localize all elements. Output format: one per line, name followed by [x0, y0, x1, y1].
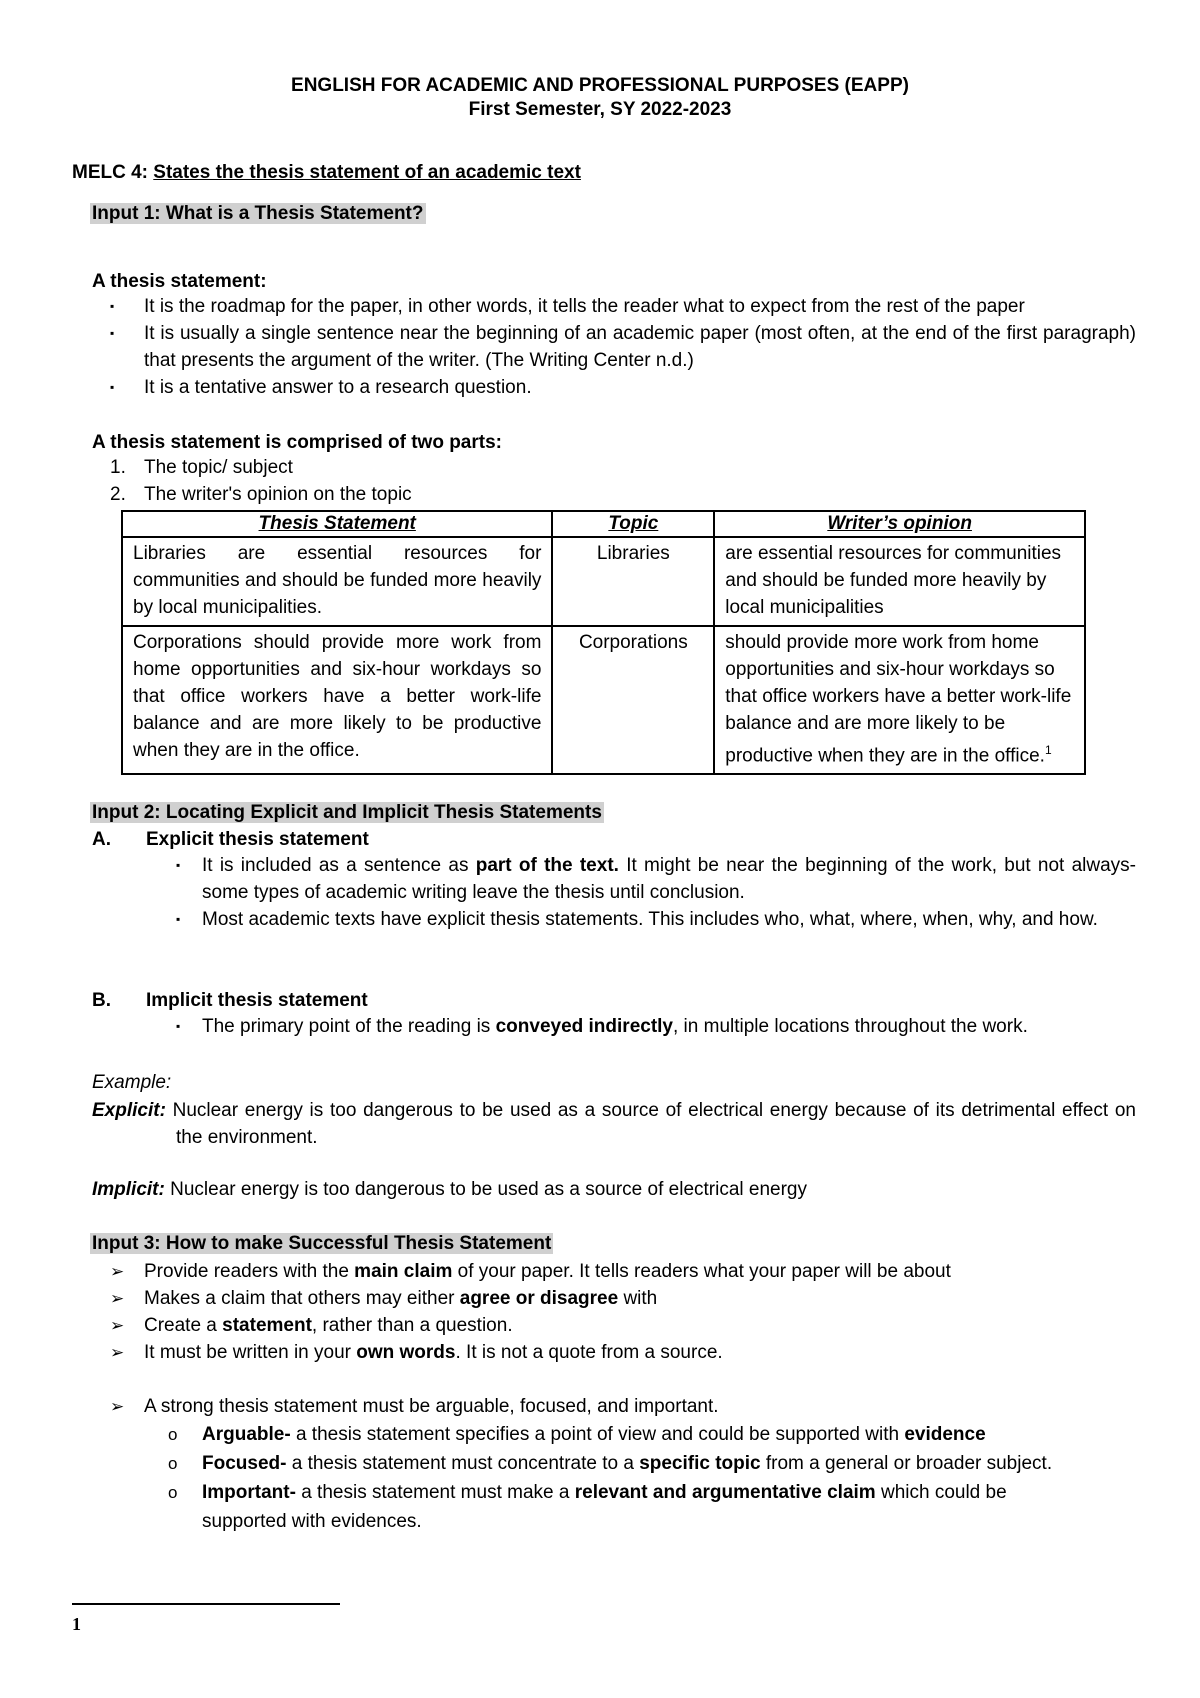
list-item: ▪ The primary point of the reading is conveyed indirectly, in multiple locations throughout the work.: [92, 1013, 1152, 1040]
footnote-separator: [72, 1603, 340, 1605]
explicit-list: [92, 852, 1136, 933]
criteria-list: [92, 1420, 1092, 1536]
explicit-title-line: [92, 828, 369, 852]
square-bullet-icon: ▪: [110, 299, 115, 313]
list-item: o Important- a thesis statement must make a relevant and argumentative claim which could be supported with evidences.: [92, 1478, 1092, 1536]
list-item: ➢ Create a statement, rather than a question.: [92, 1312, 951, 1339]
cell-topic: Libraries: [552, 537, 714, 626]
implicit-list: [92, 1013, 1152, 1040]
circle-bullet-icon: o: [168, 1425, 178, 1444]
header-topic: Topic: [552, 511, 714, 537]
input1-heading-wrap: [90, 202, 426, 226]
list-item: ➢ Provide readers with the main claim of your paper. It tells readers what your paper will be about: [92, 1258, 951, 1285]
list-item: ▪ It is a tentative answer to a research question.: [92, 374, 1136, 401]
thesis-def-heading: A thesis statement:: [92, 271, 267, 292]
list-item: 2. The writer's opinion on the topic: [110, 484, 412, 505]
header-opinion: Writer’s opinion: [714, 511, 1085, 537]
tips-list: [92, 1258, 951, 1366]
cell-thesis: Libraries are essential resources for communities and should be funded more heavily by local municipalities.: [122, 537, 552, 626]
list-item: ▪ It is usually a single sentence near the beginning of an academic paper (most often, at the end of the first paragraph) that presents the argument of the writer. (The Writing Center n.d.): [92, 320, 1136, 374]
document-header: [0, 74, 1200, 122]
arrow-bullet-icon: ➢: [110, 1316, 125, 1335]
cell-topic: Corporations: [552, 626, 714, 774]
explicit-title: Explicit thesis statement: [146, 829, 369, 850]
melc-label: MELC 4:: [72, 162, 154, 183]
parts-heading: A thesis statement is comprised of two parts:: [92, 432, 502, 453]
thesis-table: [121, 510, 1086, 775]
input2-heading-wrap: [90, 801, 604, 825]
square-bullet-icon: ▪: [110, 380, 115, 394]
table-row: [122, 537, 1085, 626]
circle-bullet-icon: o: [168, 1483, 178, 1502]
list-item: ➢ It must be written in your own words. It is not a quote from a source.: [92, 1339, 951, 1366]
arrow-bullet-icon: ➢: [110, 1397, 125, 1416]
square-bullet-icon: ▪: [176, 1019, 181, 1033]
document-title: ENGLISH FOR ACADEMIC AND PROFESSIONAL PURPOSES (EAPP): [291, 75, 909, 96]
arrow-bullet-icon: ➢: [110, 1262, 125, 1281]
list-item: ▪ It is included as a sentence as part of the text. It might be near the beginning of the work, but not always-some types of academic writing leave the thesis until conclusion.: [92, 852, 1136, 906]
list-item: 1. The topic/ subject: [110, 457, 293, 478]
melc-text: States the thesis statement of an academic text: [153, 162, 581, 183]
table-header-row: [122, 511, 1085, 537]
header-thesis: Thesis Statement: [122, 511, 552, 537]
cell-opinion: should provide more work from home opportunities and six-hour workdays so that office workers have a better work-life balance and are more likely to be productive when they are in the office.$^1$: [714, 626, 1085, 774]
input2-heading: Input 2: Locating Explicit and Implicit Thesis Statements: [92, 802, 602, 823]
square-bullet-icon: ▪: [110, 326, 115, 340]
list-item: ▪ Most academic texts have explicit thesis statements. This includes who, what, where, when, why, and how.: [92, 906, 1136, 933]
footnote-mark: 1: [1044, 743, 1052, 757]
list-item: o Arguable- a thesis statement specifies a point of view and could be supported with evidence: [92, 1420, 1092, 1449]
footnote-number: 1: [72, 1614, 81, 1634]
circle-bullet-icon: o: [168, 1454, 178, 1473]
cell-opinion: are essential resources for communities and should be funded more heavily by local municipalities: [714, 537, 1085, 626]
implicit-title-line: [92, 989, 368, 1013]
implicit-example: Implicit: Nuclear energy is too dangerous to be used as a source of electrical energy: [92, 1179, 807, 1200]
strong-list: [92, 1393, 719, 1420]
list-item: ▪ It is the roadmap for the paper, in other words, it tells the reader what to expect from the rest of the paper: [92, 293, 1136, 320]
square-bullet-icon: ▪: [176, 858, 181, 872]
melc-line: [72, 161, 581, 185]
explicit-example: Explicit: Nuclear energy is too dangerous to be used as a source of electrical energy because of its detrimental effect on the environment.: [92, 1100, 1136, 1148]
square-bullet-icon: ▪: [176, 912, 181, 926]
parts-list: [92, 454, 412, 508]
thesis-def-list: [92, 293, 1136, 401]
example-label: Example:: [92, 1072, 172, 1093]
input3-heading: Input 3: How to make Successful Thesis Statement: [92, 1233, 552, 1254]
implicit-title: Implicit thesis statement: [146, 990, 368, 1011]
cell-thesis: Corporations should provide more work from home opportunities and six-hour workdays so that office workers have a better work-life balance and are more likely to be productive when they are in the office.: [122, 626, 552, 774]
arrow-bullet-icon: ➢: [110, 1343, 125, 1362]
list-item: o Focused- a thesis statement must concentrate to a specific topic from a general or broader subject.: [92, 1449, 1092, 1478]
input3-heading-wrap: [90, 1232, 553, 1256]
table-row: [122, 626, 1085, 774]
arrow-bullet-icon: ➢: [110, 1289, 125, 1308]
list-item: ➢ A strong thesis statement must be arguable, focused, and important.: [92, 1393, 719, 1420]
document-subtitle: First Semester, SY 2022-2023: [468, 99, 732, 120]
section-letter: B.: [92, 990, 111, 1011]
section-letter: A.: [92, 829, 111, 850]
input1-heading: Input 1: What is a Thesis Statement?: [92, 203, 424, 224]
list-item: ➢ Makes a claim that others may either agree or disagree with: [92, 1285, 951, 1312]
